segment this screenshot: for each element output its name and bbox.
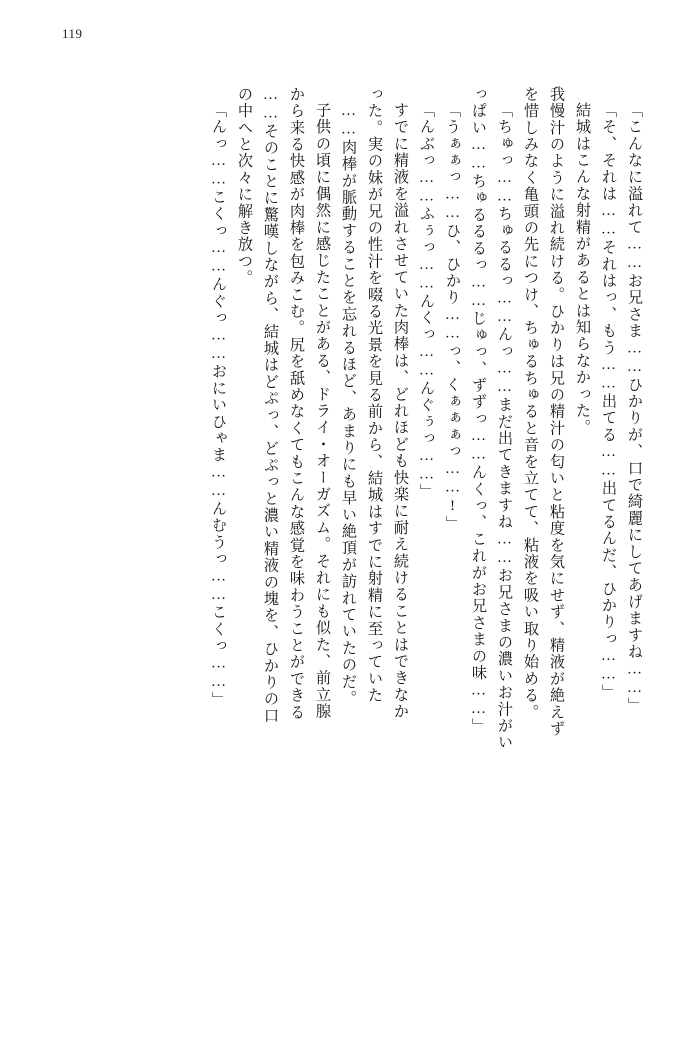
text-line: から来る快感が肉棒を包みこむ。尻を舐めなくてもこんな感覚を味わうことができる	[288, 86, 305, 721]
text-line: 「んっ……こくっ……んぐっ……おにいひゃま……んむうっ……こくっ……」	[210, 102, 227, 709]
text-line: っぱい……ちゅるるるっ……じゅっ、ずずっ……んくっ、これがお兄さまの味……」	[470, 86, 487, 735]
text-line: 「こんなに溢れて……お兄さま……ひかりが、口で綺麗にしてあげますね……」	[626, 102, 643, 714]
text-line: すでに精液を溢れさせていた肉棒は、どれほども快楽に耐え続けることはできなか	[392, 102, 409, 720]
text-line: の中へと次々に解き放つ。	[236, 86, 253, 287]
text-line: 子供の頃に偶然に感じたことがある、ドライ・オーガズム。それにも似た、前立腺	[314, 102, 331, 720]
text-line: 「うぁぁっ……ひ、ひかり……っ、くぁぁぁっ……!」	[444, 102, 461, 533]
text-line: 我慢汁のように溢れ続ける。ひかりは兄の精汁の匂いと粘度を気にせず、精液が絶えず	[548, 86, 565, 738]
text-line: 「んぶっ……ふぅっ……んくっ……んぐぅっ……」	[418, 102, 435, 501]
text-line: ……そのことに驚嘆しながら、結城はどぷっ、どぷっと濃い精液の塊を、ひかりの口	[262, 86, 279, 725]
vertical-text-body	[34, 86, 642, 936]
text-line: 「ちゅっ……ちゅるるっ……んっ……まだ出てきますね……お兄さまの濃いお汁がい	[496, 102, 513, 751]
text-line: 結城はこんな射精があるとは知らなかった。	[574, 102, 591, 436]
text-line: 「そ、それは……それはっ、もう……出てる……出てるんだ、ひかりっ……」	[600, 102, 617, 701]
text-line: ……肉棒が脈動することを忘れるほど、あまりにも早い絶頂が訪れていたのだ。	[340, 102, 357, 707]
page-number: 119	[62, 26, 83, 41]
text-line: った。実の妹が兄の性汁を啜る光景を見る前から、結城はすでに射精に至っていた	[366, 86, 383, 704]
text-line: を惜しみなく亀頭の先につけ、ちゅるちゅると音を立てて、粘液を吸い取り始める。	[522, 86, 539, 721]
